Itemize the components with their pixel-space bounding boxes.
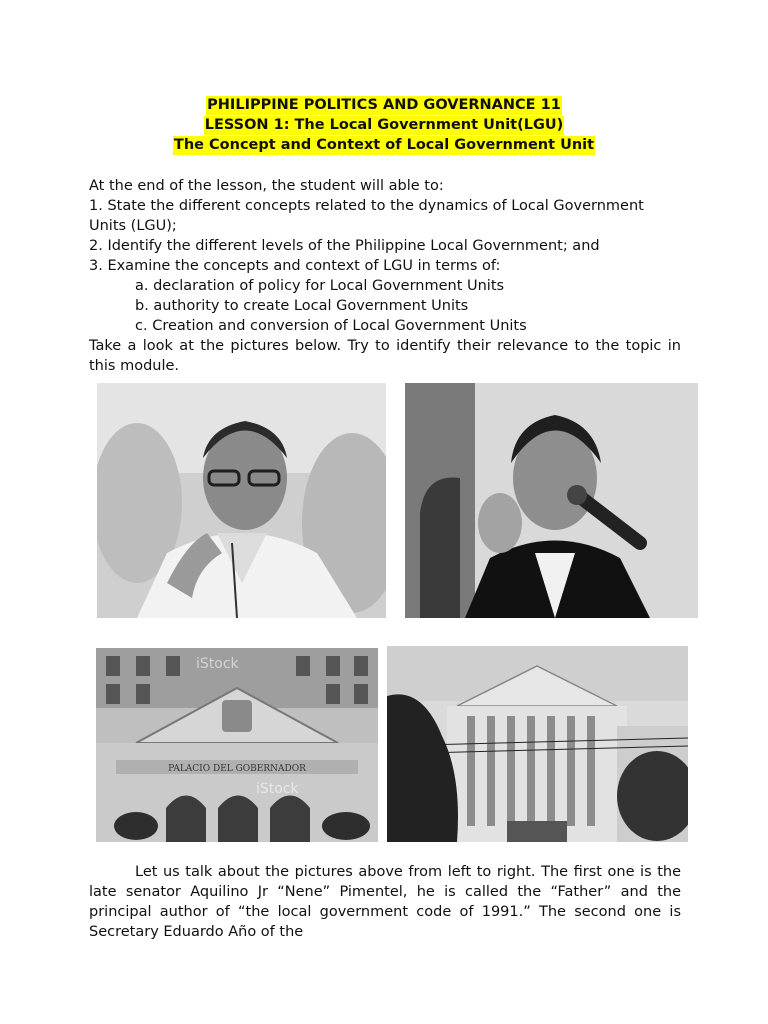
objective-subitem: c. Creation and conversion of Local Government Units: [135, 318, 527, 334]
pictures-prompt: Take a look at the pictures below. Try to identify their relevance to the topic in this module.: [89, 338, 681, 374]
photo-secretary-ano: [405, 383, 698, 618]
objective-item: 3. Examine the concepts and context of LGU in terms of:: [89, 258, 501, 274]
palacio-sign-text: PALACIO DEL GOBERNADOR: [168, 764, 306, 774]
objectives-section: [89, 176, 681, 336]
lesson-title-block: [0, 94, 768, 154]
photo-senator-pimentel: [97, 383, 386, 618]
objective-subitem: b. authority to create Local Government Units: [135, 298, 469, 314]
lesson-title: LESSON 1: The Local Government Unit(LGU): [204, 117, 564, 133]
objective-item: 1. State the different concepts related to the dynamics of Local Government Units (LGU);: [89, 198, 644, 234]
istock-watermark: iStock: [196, 656, 239, 672]
photo-palacio-del-gobernador: [96, 648, 378, 842]
photo-government-building: [387, 646, 688, 842]
lesson-subtitle: The Concept and Context of Local Government Unit: [173, 137, 595, 153]
istock-watermark: iStock: [256, 781, 299, 797]
objectives-intro: At the end of the lesson, the student will able to:: [89, 178, 444, 194]
course-title: PHILIPPINE POLITICS AND GOVERNANCE 11: [207, 97, 561, 113]
closing-paragraph: Let us talk about the pictures above from left to right. The first one is the late senator Aquilino Jr “Nene” Pimentel, he is called the “Father” and the principal author of “the local government code of 1991.” The second one is Secretary Eduardo Año of the: [89, 864, 681, 940]
objective-item: 2. Identify the different levels of the Philippine Local Government; and: [89, 238, 600, 254]
objective-subitem: a. declaration of policy for Local Government Units: [135, 278, 505, 294]
